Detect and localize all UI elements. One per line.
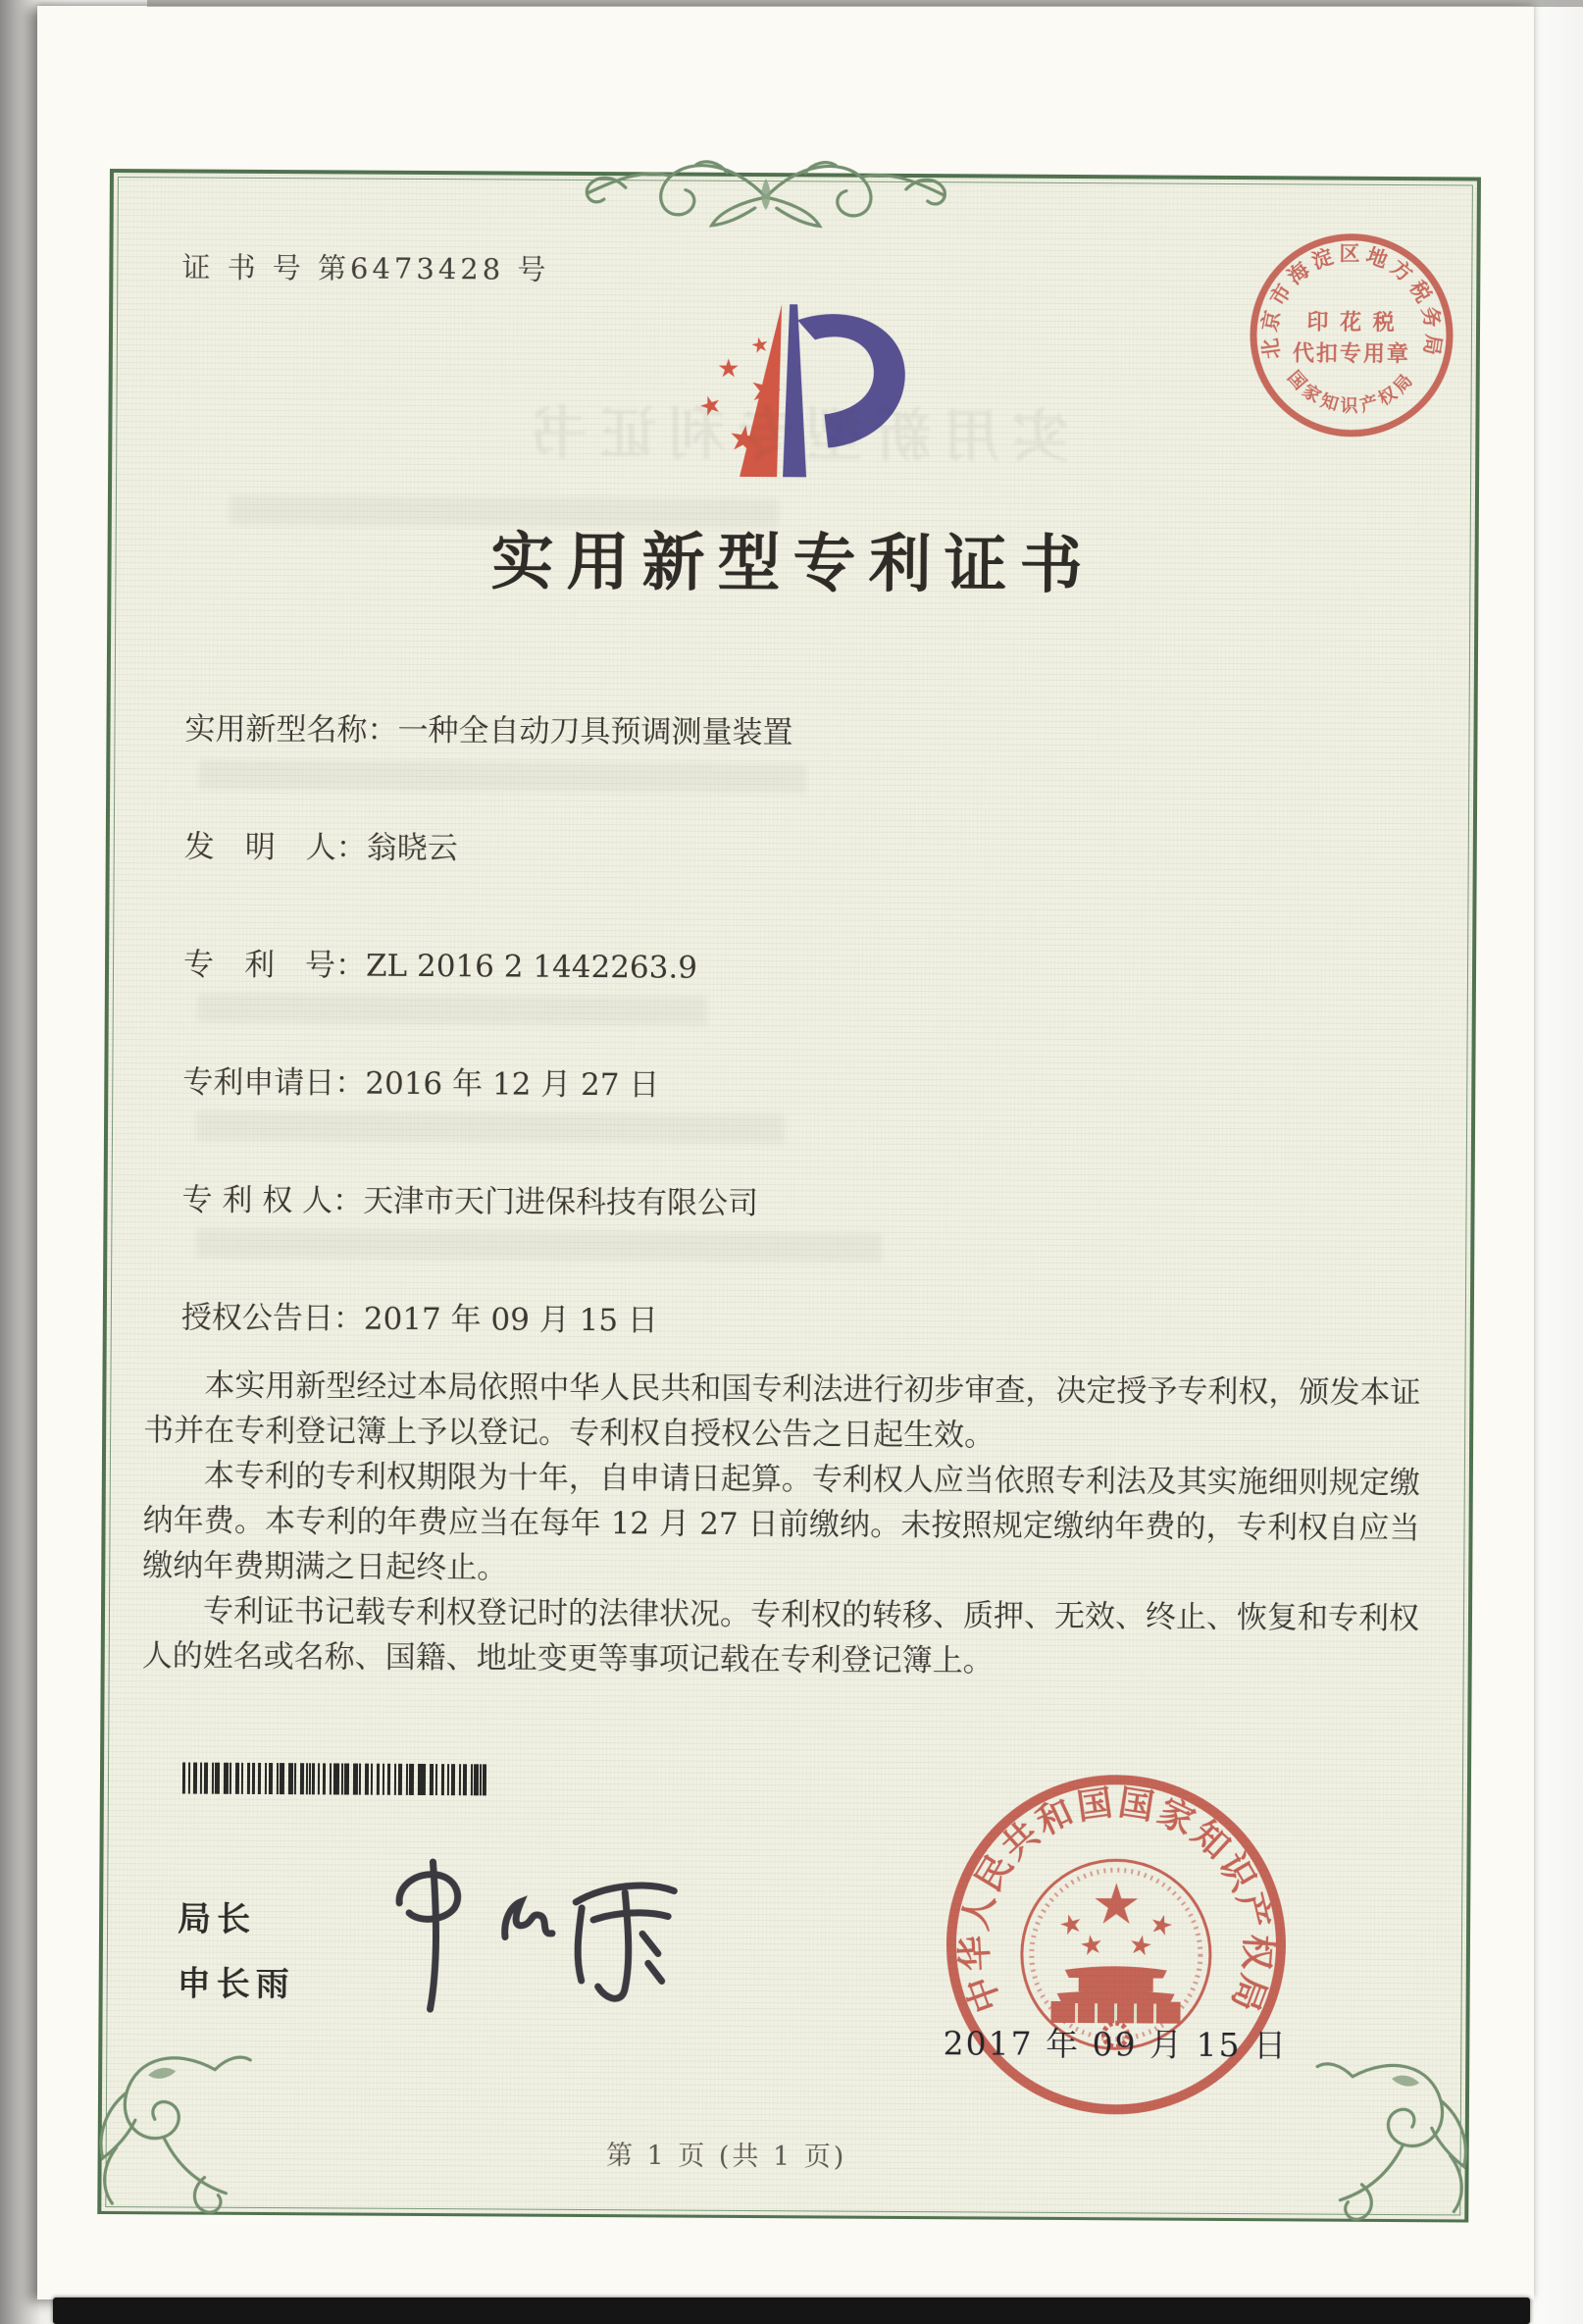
top-ornament	[555, 142, 978, 243]
director-name: 申长雨	[177, 1964, 295, 2005]
official-seal	[929, 1757, 1303, 2132]
field-value: 一种全自动刀具预调测量装置	[397, 712, 793, 751]
field-label: 专利申请日：	[182, 1064, 366, 1102]
field-value: 2016 年 12 月 27 日	[365, 1065, 660, 1104]
page-footer: 第 1 页 (共 1 页)	[605, 2141, 847, 2173]
seal-ring-text: 中华人民共和国国家知识产权局	[953, 1782, 1279, 2020]
legal-paragraph: 专利证书记载专利权登记时的法律状况。专利权的转移、质押、无效、终止、恢复和专利权人的姓名或名称、国籍、地址变更等事项记载在专利登记簿上。	[141, 1593, 1420, 1679]
field-list	[180, 712, 792, 1422]
field-value: 翁晓云	[366, 830, 458, 867]
field-row-filing-date	[182, 1065, 791, 1103]
field-row-name	[184, 712, 792, 749]
field-row-patent-no	[183, 948, 792, 985]
field-label: 专 利 权 人：	[181, 1182, 364, 1219]
field-label: 发 明 人：	[183, 829, 367, 866]
tax-stamp-top-text: 北京市海淀区地方税务局	[1256, 240, 1447, 362]
certificate-number: 证 书 号 第6473428 号	[181, 250, 550, 286]
barcode	[182, 1762, 486, 1795]
field-row-grant-date	[181, 1301, 790, 1338]
legal-paragraph: 本专利的专利权期限为十年，自申请日起算。专利权人应当依照专利法及其实施细则规定缴纳年费。本专利的年费应当在每年 12 月 27 日前缴纳。未按照规定缴纳年费的，专利权自应当缴纳年费期满之日起终止。	[142, 1458, 1420, 1586]
certificate-frame	[97, 169, 1481, 2223]
ghost-title: 实用新型专利证书	[519, 399, 1069, 470]
field-row-patentee	[181, 1183, 790, 1220]
field-row-inventor	[184, 830, 792, 867]
field-label: 授权公告日：	[180, 1300, 364, 1337]
field-label: 专 利 号：	[182, 947, 367, 984]
legal-text	[142, 1363, 1421, 1686]
seal-date: 2017 年 09 月 15 日	[943, 2024, 1289, 2065]
field-label: 实用新型名称：	[184, 711, 398, 749]
bottom-right-ornament	[1312, 2038, 1509, 2235]
legal-paragraph: 本实用新型经过本局依照中华人民共和国专利法进行初步审查，决定授予专利权，颁发本证书并在专利登记簿上予以登记。专利权自授权公告之日起生效。	[143, 1368, 1421, 1454]
director-signature	[347, 1842, 691, 2031]
certificate-title: 实用新型专利证书	[490, 525, 1096, 603]
scan-top-edge	[147, 0, 1583, 7]
field-value: 天津市天门进保科技有限公司	[363, 1183, 759, 1222]
bottom-left-ornament	[57, 2030, 254, 2227]
tax-stamp-bottom-text: 国家知识产权局	[1283, 367, 1420, 417]
tax-stamp-center-line1: 印 花 税	[1306, 309, 1397, 336]
field-value: ZL 2016 2 1442263.9	[365, 948, 698, 986]
director-label: 局长	[177, 1899, 257, 1939]
field-value: 2017 年 09 月 15 日	[363, 1301, 659, 1339]
tax-stamp	[1243, 227, 1459, 443]
scanner-edge-bar	[53, 2298, 1530, 2324]
tax-stamp-center-line2: 代扣专用章	[1292, 340, 1410, 368]
